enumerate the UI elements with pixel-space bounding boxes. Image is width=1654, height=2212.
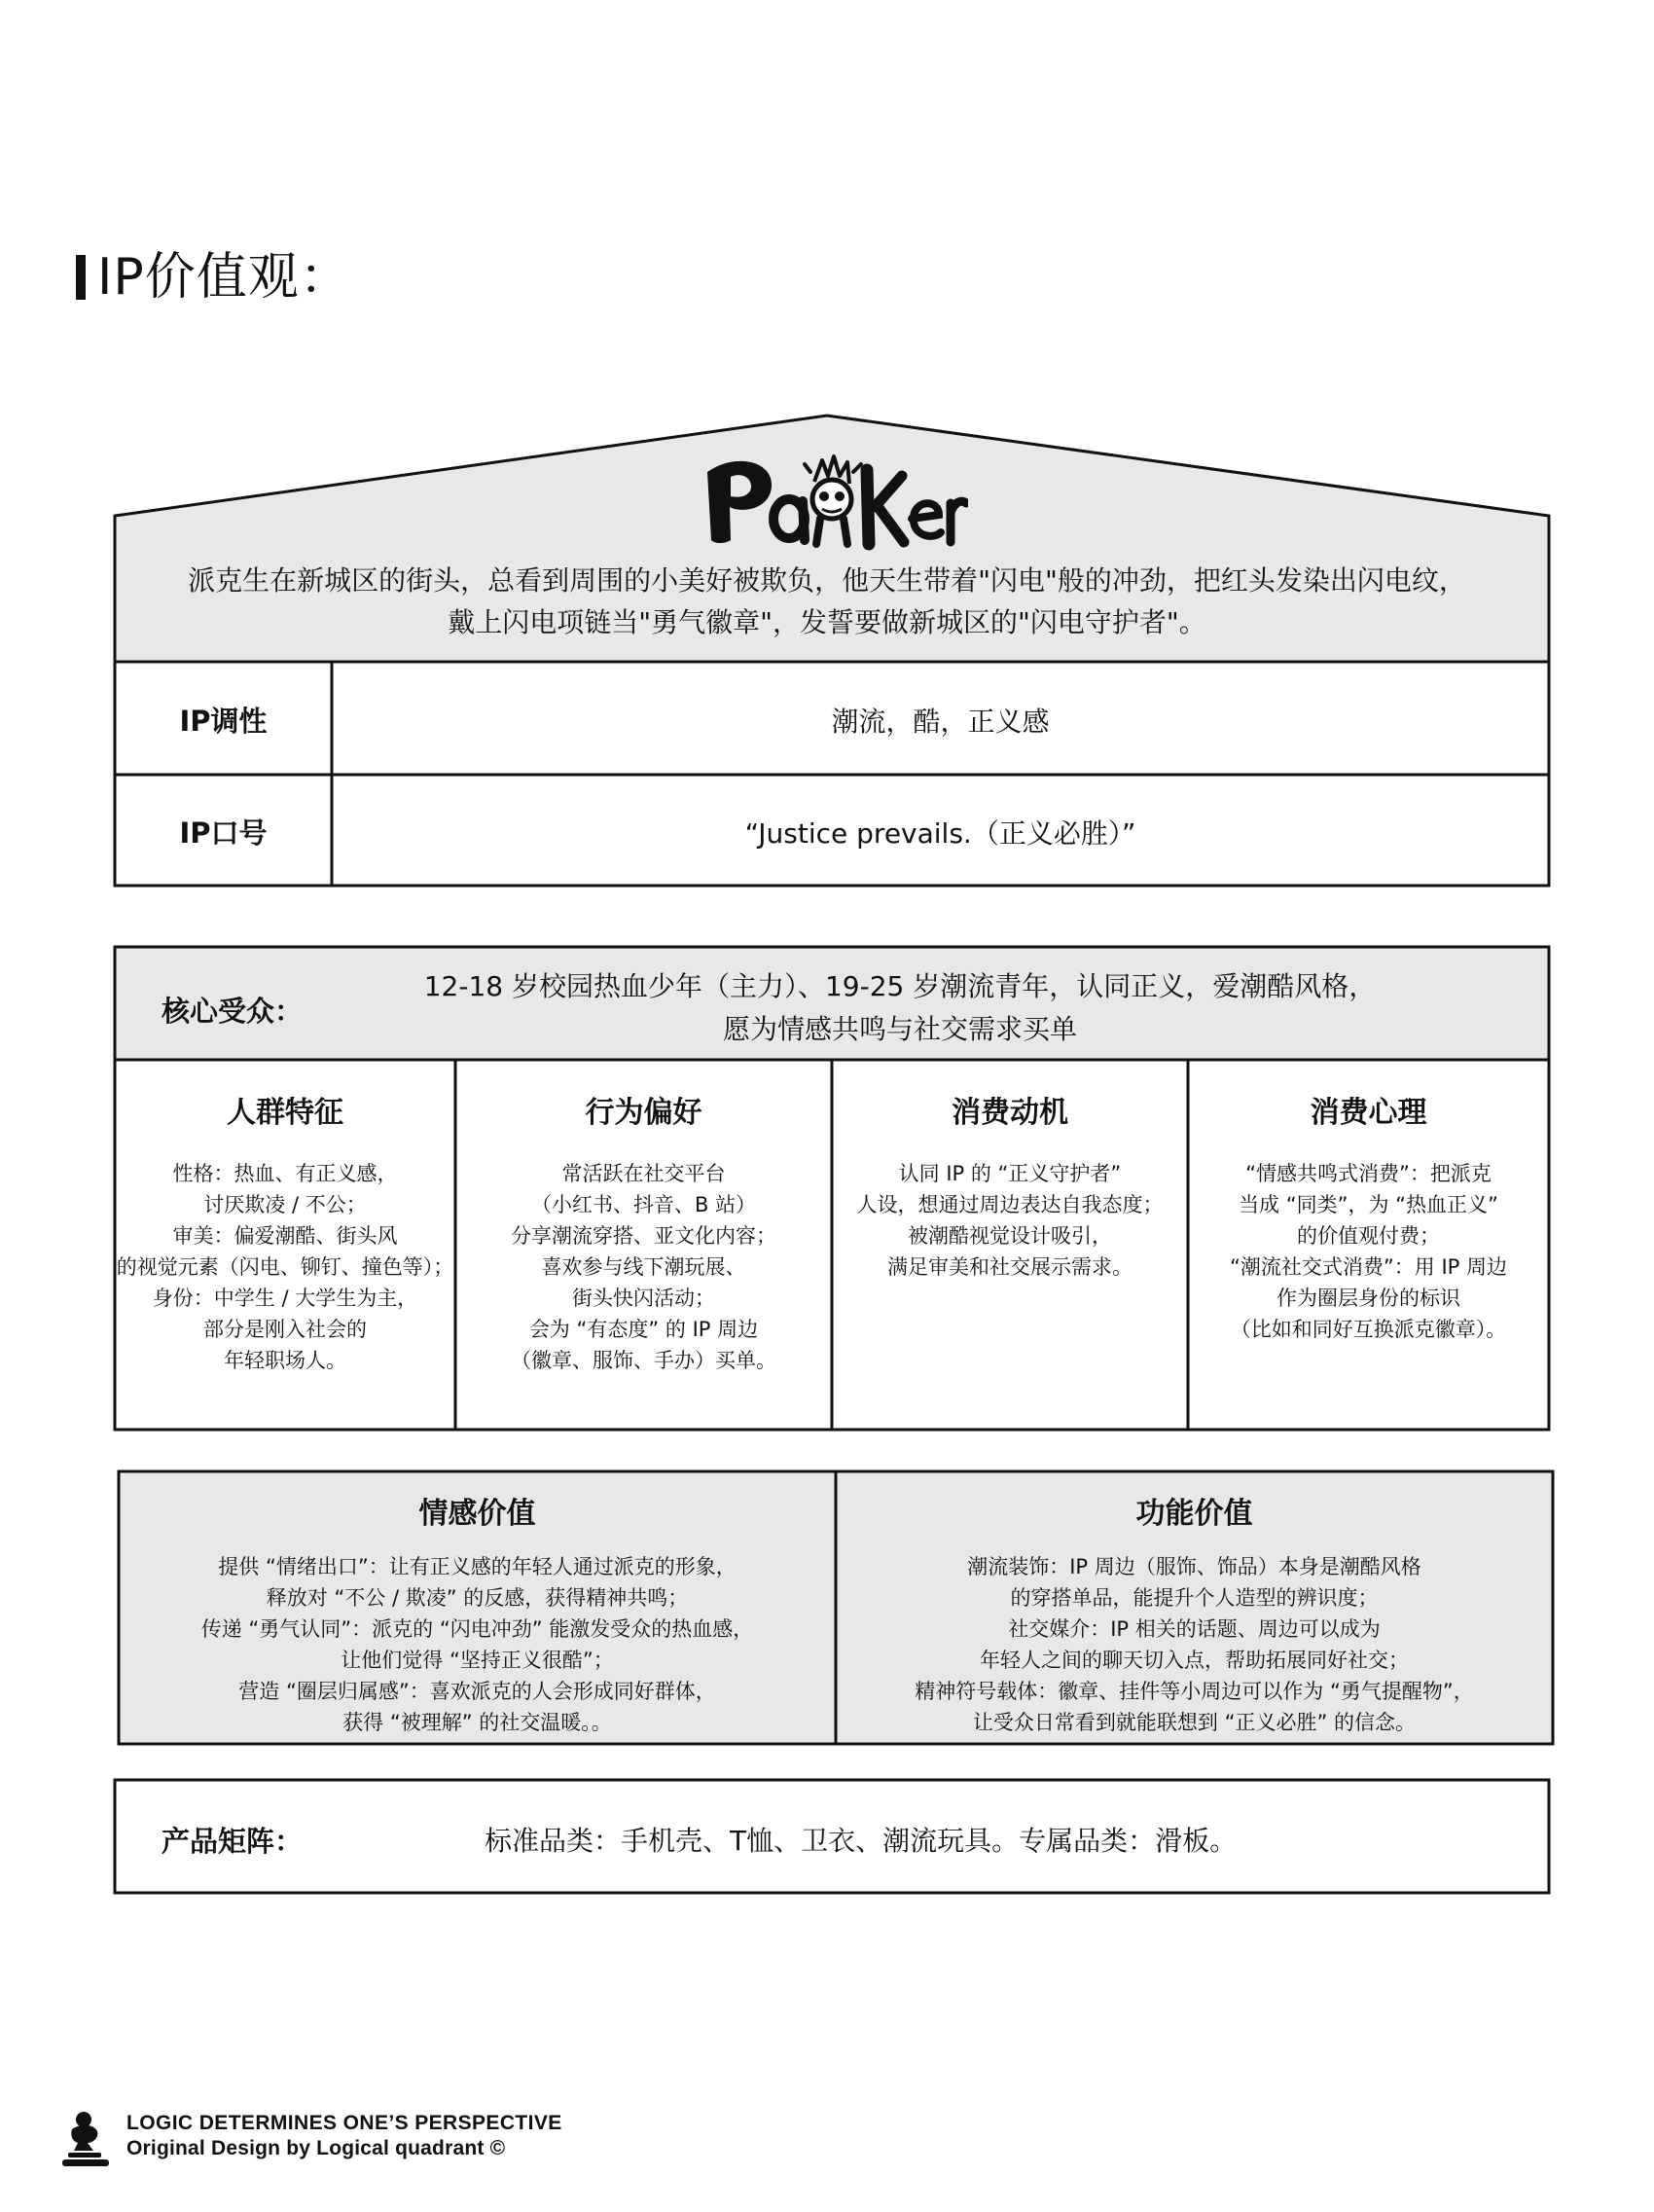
section-line: 让受众日常看到就能联想到 “正义必胜” 的信念。 bbox=[972, 1711, 1417, 1734]
product-value: 标准品类：手机壳、T恤、卫衣、潮流玩具。专属品类：滑板。 bbox=[485, 1825, 1238, 1857]
section-line: 营造 “圈层归属感”：喜欢派克的人会形成同好群体， bbox=[238, 1680, 716, 1703]
audience-line-1: 12-18 岁校园热血少年（主力）、19-25 岁潮流青年，认同正义，爱潮酷风格， bbox=[423, 970, 1377, 1002]
column-body bbox=[832, 1158, 1188, 1283]
section-line: 传递 “勇气认同”：派克的 “闪电冲劲” 能激发受众的热血感， bbox=[200, 1617, 754, 1641]
column-title: 人群特征 bbox=[227, 1096, 343, 1130]
column-body bbox=[1188, 1158, 1549, 1345]
ip-slogan-value: “Justice prevails.（正义必胜）” bbox=[744, 817, 1136, 850]
product-label: 产品矩阵： bbox=[162, 1825, 304, 1858]
ip-slogan-label: IP口号 bbox=[179, 816, 268, 850]
column-line: 分享潮流穿搭、亚文化内容； bbox=[511, 1224, 776, 1248]
section-line: 提供 “情绪出口”：让有正义感的年轻人通过派克的形象， bbox=[218, 1555, 737, 1578]
ip-tone-value: 潮流，酷，正义感 bbox=[831, 706, 1050, 738]
footer-tagline: LOGIC DETERMINES ONE’S PERSPECTIVE bbox=[126, 2112, 562, 2134]
section-line: 社交媒介：IP 相关的话题、周边可以成为 bbox=[1008, 1617, 1381, 1641]
page-title: IP价值观： bbox=[97, 248, 351, 307]
column-line: 年轻职场人。 bbox=[224, 1349, 346, 1372]
section-body bbox=[836, 1551, 1553, 1738]
column-line: 部分是刚入社会的 bbox=[203, 1318, 367, 1341]
section-title: 情感价值 bbox=[418, 1497, 536, 1531]
column-line: （小红书、抖音、B 站） bbox=[530, 1193, 757, 1216]
footer-credit: Original Design by Logical quadrant © bbox=[126, 2137, 506, 2159]
section-body bbox=[119, 1551, 836, 1738]
section-line: 潮流装饰：IP 周边（服饰、饰品）本身是潮酷风格 bbox=[967, 1555, 1421, 1578]
column-title: 消费心理 bbox=[1310, 1096, 1427, 1130]
column-line: 喜欢参与线下潮玩展、 bbox=[541, 1255, 746, 1279]
audience-column-motivation bbox=[832, 1088, 1188, 1283]
audience-line-2: 愿为情感共鸣与社交需求买单 bbox=[722, 1013, 1077, 1045]
ip-tone-label: IP调性 bbox=[179, 705, 268, 738]
column-title: 消费动机 bbox=[952, 1096, 1068, 1130]
column-line: 的价值观付费； bbox=[1297, 1224, 1440, 1248]
column-line: 被潮酷视觉设计吸引， bbox=[908, 1224, 1112, 1248]
column-line: “潮流社交式消费”：用 IP 周边 bbox=[1230, 1255, 1507, 1279]
emotional-value-section bbox=[119, 1489, 836, 1738]
column-line: 街头快闪活动； bbox=[572, 1287, 715, 1310]
column-line: 审美：偏爱潮酷、街头风 bbox=[172, 1224, 398, 1248]
section-line: 精神符号载体：徽章、挂件等小周边可以作为 “勇气提醒物”， bbox=[915, 1680, 1474, 1703]
audience-summary bbox=[292, 965, 1508, 1051]
column-body bbox=[115, 1158, 455, 1376]
column-line: 的视觉元素（闪电、铆钉、撞色等）； bbox=[116, 1255, 454, 1279]
column-line: （比如和同好互换派克徽章）。 bbox=[1230, 1318, 1507, 1341]
ip-story bbox=[117, 560, 1537, 643]
column-line: “情感共鸣式消费”：把派克 bbox=[1245, 1162, 1492, 1185]
section-line: 让他们觉得 “坚持正义很酷”； bbox=[341, 1649, 614, 1672]
column-body bbox=[455, 1158, 832, 1376]
audience-column-psychology bbox=[1188, 1088, 1549, 1345]
audience-column-traits bbox=[115, 1088, 455, 1376]
story-line-1: 派克生在新城区的街头，总看到周围的小美好被欺负，他天生带着"闪电"般的冲劲，把红头发染出闪电纹， bbox=[188, 564, 1466, 597]
audience-column-behavior bbox=[455, 1088, 832, 1376]
column-line: 身份：中学生 / 大学生为主， bbox=[152, 1287, 418, 1310]
column-line: 会为 “有态度” 的 IP 周边 bbox=[528, 1318, 759, 1341]
column-line: 讨厌欺凌 / 不公； bbox=[203, 1193, 367, 1216]
column-line: 满足审美和社交展示需求。 bbox=[887, 1255, 1133, 1279]
section-title: 功能价值 bbox=[1135, 1497, 1253, 1531]
chess-piece-icon bbox=[54, 2110, 117, 2168]
column-line: 认同 IP 的 “正义守护者” bbox=[898, 1162, 1122, 1185]
section-line: 的穿搭单品，能提升个人造型的辨识度； bbox=[1010, 1586, 1379, 1610]
section-line: 获得 “被理解” 的社交温暖。。 bbox=[342, 1711, 612, 1734]
functional-value-section bbox=[836, 1489, 1553, 1738]
audience-label: 核心受众： bbox=[162, 995, 304, 1028]
parker-logo bbox=[696, 443, 968, 560]
column-line: （徽章、服饰、手办）买单。 bbox=[511, 1349, 776, 1372]
column-line: 作为圈层身份的标识 bbox=[1276, 1287, 1460, 1310]
column-line: 性格：热血、有正义感， bbox=[172, 1162, 398, 1185]
column-line: 人设，想通过周边表达自我态度； bbox=[856, 1193, 1164, 1216]
section-line: 释放对 “不公 / 欺凌” 的反感，获得精神共鸣； bbox=[266, 1586, 689, 1610]
column-line: 常活跃在社交平台 bbox=[561, 1162, 726, 1185]
story-line-2: 戴上闪电项链当"勇气徽章"，发誓要做新城区的"闪电守护者"。 bbox=[448, 606, 1206, 638]
column-title: 行为偏好 bbox=[585, 1096, 702, 1130]
section-line: 年轻人之间的聊天切入点，帮助拓展同好社交； bbox=[980, 1649, 1409, 1672]
column-line: 当成 “同类”，为 “热血正义” bbox=[1239, 1193, 1498, 1216]
